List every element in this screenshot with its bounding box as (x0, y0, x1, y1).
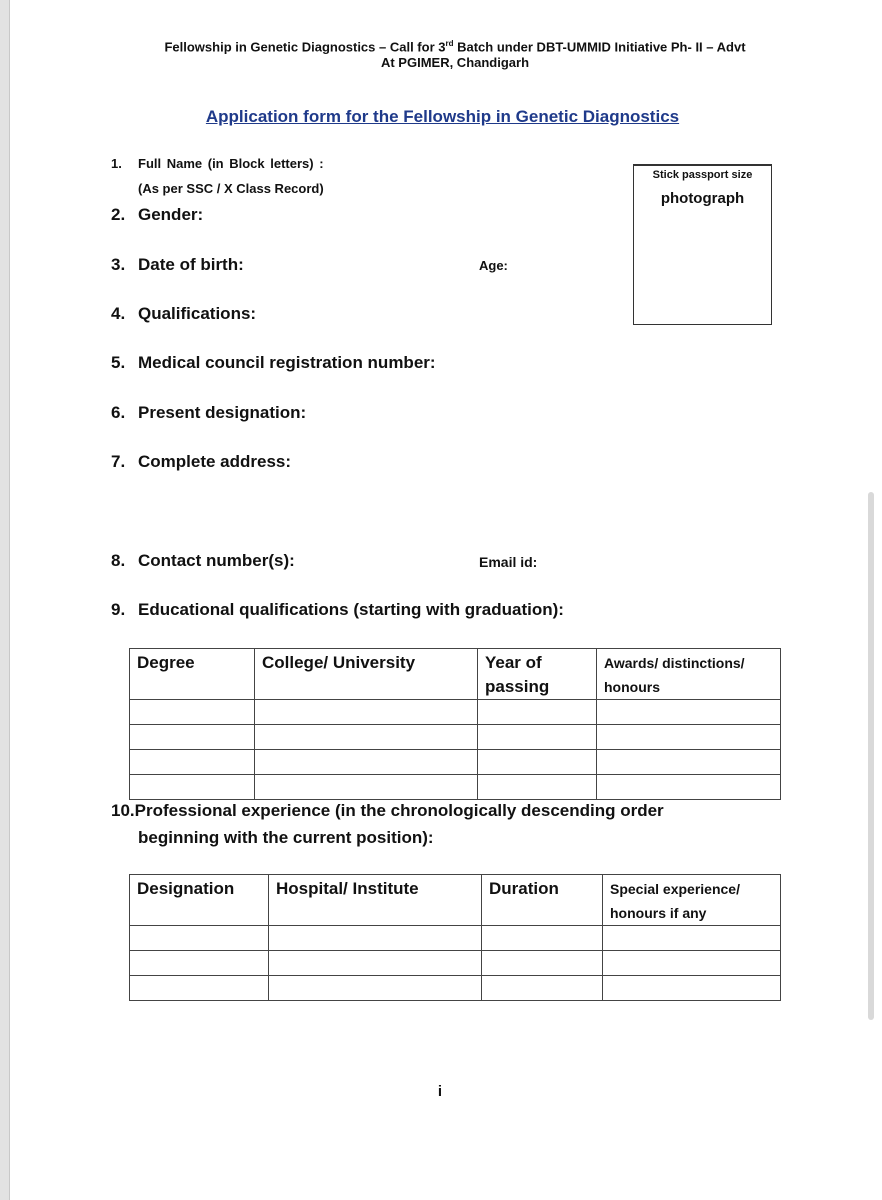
experience-header-special: Special experience/ honours if any (603, 875, 781, 926)
education-table-header-row (130, 649, 781, 700)
field-educational-qualifications: 9. Educational qualifications (starting with graduation): (111, 600, 564, 619)
table-cell[interactable] (130, 951, 269, 976)
table-cell[interactable] (603, 951, 781, 976)
experience-table-header-row (130, 875, 781, 926)
table-cell[interactable] (269, 976, 482, 1001)
table-cell[interactable] (269, 926, 482, 951)
passport-photo-box (633, 164, 772, 325)
education-header-college: College/ University (255, 649, 478, 700)
table-cell[interactable] (482, 976, 603, 1001)
table-cell[interactable] (478, 725, 597, 750)
table-cell[interactable] (255, 775, 478, 800)
field-present-designation: 6. Present designation: (111, 403, 307, 422)
table-cell[interactable] (269, 951, 482, 976)
table-cell[interactable] (255, 750, 478, 775)
education-header-awards: Awards/ distinctions/ honours (597, 649, 781, 700)
table-cell[interactable] (603, 976, 781, 1001)
header-line-2: At PGIMER, Chandigarh (380, 55, 530, 70)
vertical-scrollbar[interactable] (868, 492, 874, 1020)
table-cell[interactable] (130, 775, 255, 800)
field-date-of-birth: 3. Date of birth: (111, 255, 244, 274)
field-contact-numbers: 8. Contact number(s): (111, 551, 295, 570)
table-cell[interactable] (478, 775, 597, 800)
experience-header-duration: Duration (482, 875, 603, 926)
table-cell[interactable] (597, 700, 781, 725)
page-number: i (437, 1083, 443, 1100)
table-cell[interactable] (255, 725, 478, 750)
table-row (130, 976, 781, 1001)
table-cell[interactable] (482, 926, 603, 951)
table-row (130, 951, 781, 976)
field-professional-experience-line2: beginning with the current position): (138, 828, 434, 847)
table-row (130, 926, 781, 951)
table-cell[interactable] (130, 976, 269, 1001)
table-row (130, 700, 781, 725)
document-left-edge (0, 0, 10, 1200)
field-full-name: 1. Full Name (in Block letters) : (111, 156, 324, 171)
field-qualifications: 4. Qualifications: (111, 304, 257, 323)
table-row (130, 725, 781, 750)
table-cell[interactable] (130, 750, 255, 775)
field-professional-experience: 10.Professional experience (in the chronologically descending order (111, 801, 664, 820)
table-cell[interactable] (130, 700, 255, 725)
education-header-year: Year of passing (478, 649, 597, 700)
table-cell[interactable] (597, 775, 781, 800)
table-cell[interactable] (130, 926, 269, 951)
field-medical-council-registration: 5. Medical council registration number: (111, 353, 436, 372)
table-cell[interactable] (597, 750, 781, 775)
experience-header-designation: Designation (130, 875, 269, 926)
header-line-1: Fellowship in Genetic Diagnostics – Call for 3rd Batch under DBT-UMMID Initiative Ph- II – Advt (164, 39, 746, 55)
education-header-degree: Degree (130, 649, 255, 700)
field-email-id: Email id: (479, 554, 538, 570)
table-row (130, 775, 781, 800)
table-cell[interactable] (482, 951, 603, 976)
photo-box-instruction: Stick passport size (652, 169, 753, 181)
field-full-name-note: (As per SSC / X Class Record) (138, 181, 324, 196)
table-row (130, 750, 781, 775)
table-cell[interactable] (255, 700, 478, 725)
table-cell[interactable] (478, 700, 597, 725)
table-cell[interactable] (130, 725, 255, 750)
form-title: Application form for the Fellowship in Genetic Diagnostics (205, 107, 680, 126)
field-complete-address: 7. Complete address: (111, 452, 292, 471)
education-table (129, 648, 781, 800)
table-cell[interactable] (597, 725, 781, 750)
experience-table (129, 874, 781, 1001)
table-cell[interactable] (478, 750, 597, 775)
table-cell[interactable] (603, 926, 781, 951)
field-gender: 2. Gender: (111, 205, 204, 224)
photo-box-label: photograph (660, 190, 745, 207)
field-age: Age: (479, 258, 508, 273)
experience-header-hospital: Hospital/ Institute (269, 875, 482, 926)
